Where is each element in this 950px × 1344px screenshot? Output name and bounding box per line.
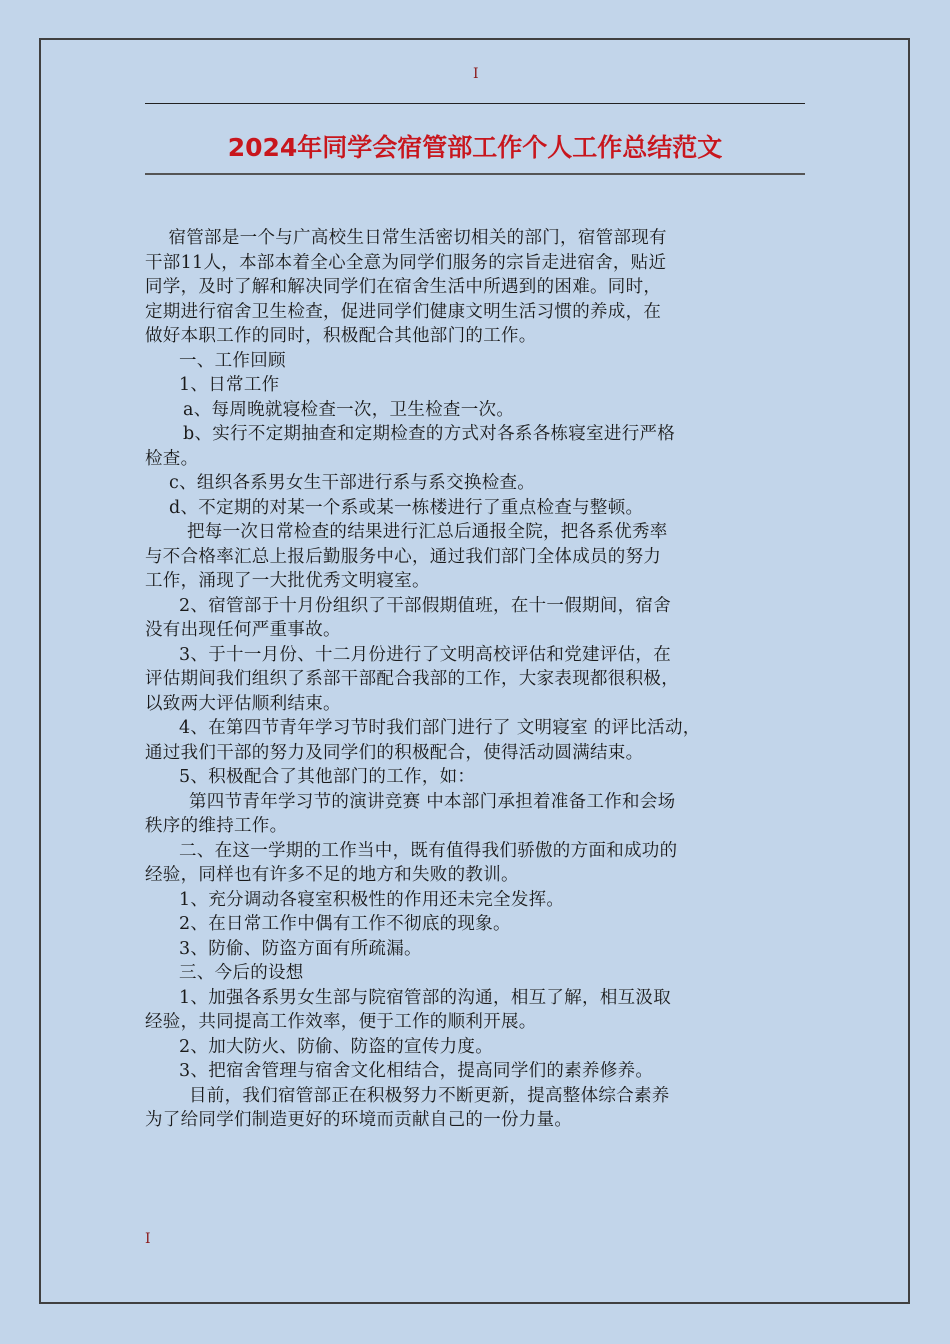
text-line: 经验，同样也有许多不足的地方和失败的教训。 — [145, 865, 519, 885]
text-line: 2、加大防火、防偷、防盗的宣传力度。 — [179, 1036, 494, 1057]
text-line: 工作，涌现了一大批优秀文明寝室。 — [145, 571, 430, 591]
text-line: 1、加强各系男女生部与院宿管部的沟通，相互了解，相互汲取 — [179, 987, 672, 1008]
text-line: 同学，及时了解和解决同学们在宿舍生活中所遇到的困难。同时， — [145, 277, 662, 297]
text-line: 一、工作回顾 — [179, 350, 286, 371]
document-title: 2024年同学会宿管部工作个人工作总结范文 — [227, 133, 723, 162]
text-line: 5、积极配合了其他部门的工作，如： — [179, 767, 476, 787]
text-line: 3、于十一月份、十二月份进行了文明高校评估和党建评估，在 — [179, 644, 672, 665]
footer-mark: I — [145, 1231, 151, 1247]
text-line: 1、日常工作 — [179, 375, 280, 395]
text-line: 秩序的维持工作。 — [145, 816, 288, 836]
text-line: 干部11人，本部本着全心全意为同学们服务的宗旨走进宿舍，贴近 — [145, 252, 667, 273]
document-body — [145, 226, 813, 1133]
text-line: 2、宿管部于十月份组织了干部假期值班，在十一假期间，宿舍 — [179, 595, 672, 616]
text-line: 做好本职工作的同时，积极配合其他部门的工作。 — [145, 326, 537, 346]
text-line: 3、把宿舍管理与宿舍文化相结合，提高同学们的素养修养。 — [179, 1061, 654, 1081]
text-line: 为了给同学们制造更好的环境而贡献自己的一份力量。 — [145, 1110, 573, 1130]
text-line: b、实行不定期抽查和定期检查的方式对各系各栋寝室进行严格 — [183, 424, 676, 444]
text-line: 第四节青年学习节的演讲竞赛 中本部门承担着准备工作和会场 — [189, 791, 676, 812]
text-line: 以致两大评估顺利结束。 — [145, 693, 341, 714]
text-line: d、不定期的对某一个系或某一栋楼进行了重点检查与整顿。 — [169, 497, 644, 518]
header-mark: I — [473, 66, 479, 82]
text-line: 把每一次日常检查的结果进行汇总后通报全院，把各系优秀率 — [187, 522, 668, 542]
text-line: 1、充分调动各寝室积极性的作用还未完全发挥。 — [179, 889, 565, 910]
text-line: 4、在第四节青年学习节时我们部门进行了 文明寝室 的评比活动， — [179, 718, 701, 738]
text-line: 评估期间我们组织了系部干部配合我部的工作，大家表现都很积极， — [145, 669, 679, 689]
text-line: 2、在日常工作中偶有工作不彻底的现象。 — [179, 914, 511, 934]
text-line: a、每周晚就寝检查一次，卫生检查一次。 — [183, 399, 515, 420]
text-line: 二、在这一学期的工作当中，既有值得我们骄傲的方面和成功的 — [179, 840, 678, 861]
text-line: 目前，我们宿管部正在积极努力不断更新，提高整体综合素养 — [189, 1085, 670, 1106]
text-line: 通过我们干部的努力及同学们的积极配合，使得活动圆满结束。 — [145, 742, 644, 763]
text-line: 检查。 — [145, 448, 199, 469]
text-line: 三、今后的设想 — [179, 963, 304, 983]
text-line: 与不合格率汇总上报后勤服务中心，通过我们部门全体成员的努力 — [145, 546, 662, 567]
text-line: 3、防偷、防盗方面有所疏漏。 — [179, 938, 422, 959]
text-line: c、组织各系男女生干部进行系与系交换检查。 — [169, 473, 536, 493]
text-line: 没有出现任何严重事故。 — [145, 620, 341, 640]
text-line: 宿管部是一个与广高校生日常生活密切相关的部门，宿管部现有 — [145, 228, 667, 248]
header-rule — [145, 103, 805, 104]
title-rule — [145, 173, 805, 175]
text-line: 定期进行宿舍卫生检查，促进同学们健康文明生活习惯的养成，在 — [145, 301, 662, 322]
text-line: 经验，共同提高工作效率，便于工作的顺利开展。 — [145, 1012, 537, 1032]
